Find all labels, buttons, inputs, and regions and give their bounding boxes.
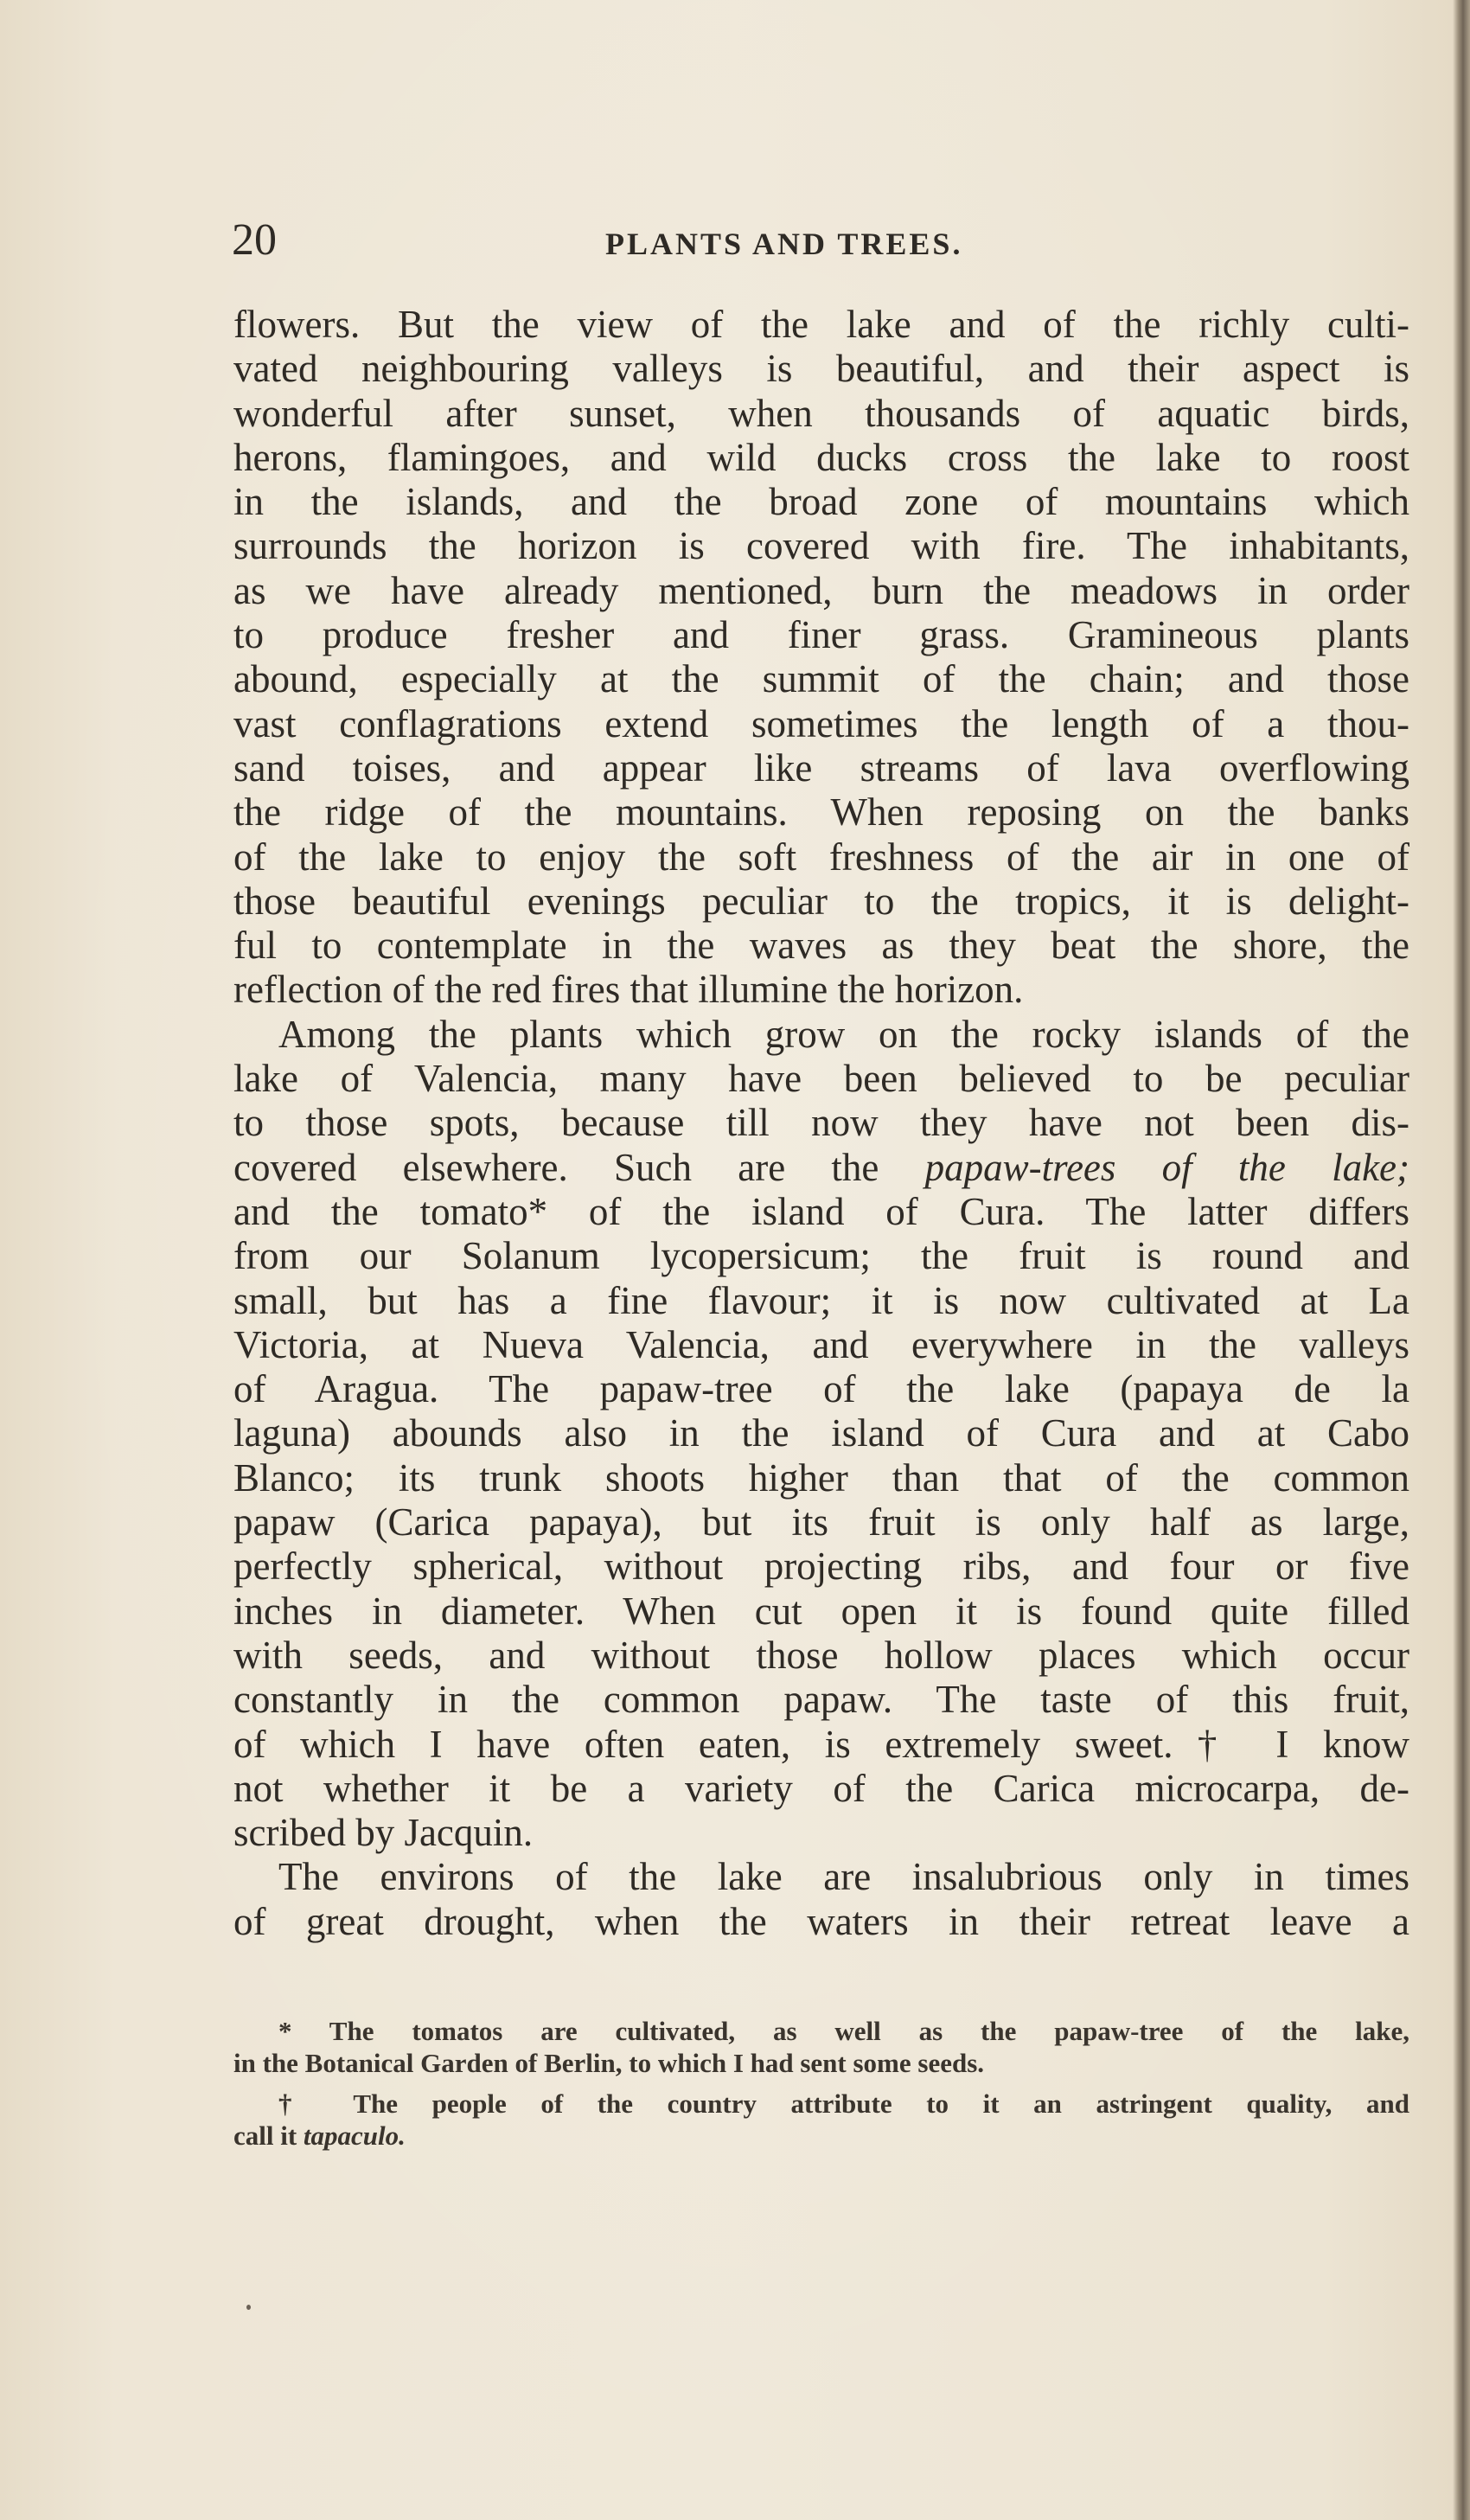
text-line: lake of Valencia, many have been believed to be peculiar bbox=[233, 1057, 1409, 1101]
text-line: the ridge of the mountains. When reposing on the banks bbox=[233, 790, 1409, 835]
text-line: with seeds, and without those hollow places which occur bbox=[233, 1633, 1409, 1677]
text-line: perfectly spherical, without projecting ribs, and four or five bbox=[233, 1545, 1409, 1589]
text-line-mixed bbox=[233, 1146, 1409, 1190]
text-segment: covered elsewhere. Such are the bbox=[233, 1145, 879, 1189]
footnote-line-mixed bbox=[233, 2120, 1409, 2152]
footnote-italic-term: tapaculo. bbox=[303, 2120, 406, 2151]
italic-phrase: papaw-trees of the lake; bbox=[924, 1145, 1409, 1189]
text-line: in the islands, and the broad zone of mountains which bbox=[233, 480, 1409, 524]
text-line: to produce fresher and finer grass. Gramineous plants bbox=[233, 613, 1409, 657]
text-line: The environs of the lake are insalubrious only in times bbox=[278, 1855, 1409, 1899]
text-line: papaw (Carica papaya), but its fruit is only half as large, bbox=[233, 1500, 1409, 1545]
text-line: of Aragua. The papaw-tree of the lake (papaya de la bbox=[233, 1367, 1409, 1411]
text-line: of which I have often eaten, is extremely sweet.† I know bbox=[233, 1722, 1409, 1766]
text-line: reflection of the red fires that illumine the horizon. bbox=[233, 968, 1024, 1012]
page-number: 20 bbox=[232, 215, 277, 265]
text-line: not whether it be a variety of the Carica microcarpa, de- bbox=[233, 1766, 1409, 1810]
footnote-line: † The people of the country attribute to it an astringent quality, and bbox=[278, 2088, 1409, 2119]
text-line: sand toises, and appear like streams of lava overflowing bbox=[233, 745, 1409, 790]
text-line: to those spots, because till now they have not been dis- bbox=[233, 1101, 1409, 1145]
text-line: scribed by Jacquin. bbox=[233, 1811, 534, 1855]
text-line: small, but has a fine flavour; it is now cultivated at La bbox=[233, 1278, 1409, 1322]
footnote-line: * The tomatos are cultivated, as well as the papaw-tree of the lake, bbox=[278, 2016, 1409, 2046]
footnotes bbox=[233, 2015, 1409, 2152]
text-line: ful to contemplate in the waves as they beat the shore, the bbox=[233, 924, 1409, 968]
text-line: vast conflagrations extend sometimes the length of a thou- bbox=[233, 701, 1409, 745]
text-line: inches in diameter. When cut open it is found quite filled bbox=[233, 1589, 1409, 1633]
text-line: wonderful after sunset, when thousands of aquatic birds, bbox=[233, 391, 1409, 435]
text-line: surrounds the horizon is covered with fire. The inhabitants, bbox=[233, 524, 1409, 568]
paper-speck bbox=[246, 2305, 251, 2310]
page-edge-shadow bbox=[1453, 0, 1470, 2520]
text-line: Victoria, at Nueva Valencia, and everywhere in the valleys bbox=[233, 1322, 1409, 1366]
text-line: herons, flamingoes, and wild ducks cross the lake to roost bbox=[233, 435, 1409, 479]
text-line: vated neighbouring valleys is beautiful, and their aspect is bbox=[233, 347, 1409, 391]
body-text bbox=[233, 303, 1409, 1944]
text-line: from our Solanum lycopersicum; the fruit is round and bbox=[233, 1234, 1409, 1278]
text-line: Blanco; its trunk shoots higher than that of the common bbox=[233, 1455, 1409, 1500]
text-line: of the lake to enjoy the soft freshness of the air in one of bbox=[233, 835, 1409, 879]
text-line: constantly in the common papaw. The taste of this fruit, bbox=[233, 1678, 1409, 1722]
text-line: and the tomato* of the island of Cura. The latter differs bbox=[233, 1189, 1409, 1233]
text-line: abound, especially at the summit of the chain; and those bbox=[233, 657, 1409, 701]
text-line: those beautiful evenings peculiar to the tropics, it is delight- bbox=[233, 879, 1409, 923]
text-line: flowers. But the view of the lake and of the richly culti- bbox=[233, 303, 1409, 346]
footnote-line: in the Botanical Garden of Berlin, to which I had sent some seeds. bbox=[233, 2048, 985, 2078]
running-title: PLANTS AND TREES. bbox=[605, 227, 963, 261]
text-line: of great drought, when the waters in their retreat leave a bbox=[233, 1899, 1409, 1943]
text-line: as we have already mentioned, burn the meadows in order bbox=[233, 568, 1409, 612]
footnote-segment: call it bbox=[233, 2120, 297, 2151]
text-line: laguna) abounds also in the island of Cura and at Cabo bbox=[233, 1411, 1409, 1455]
text-line: Among the plants which grow on the rocky islands of the bbox=[278, 1012, 1409, 1056]
